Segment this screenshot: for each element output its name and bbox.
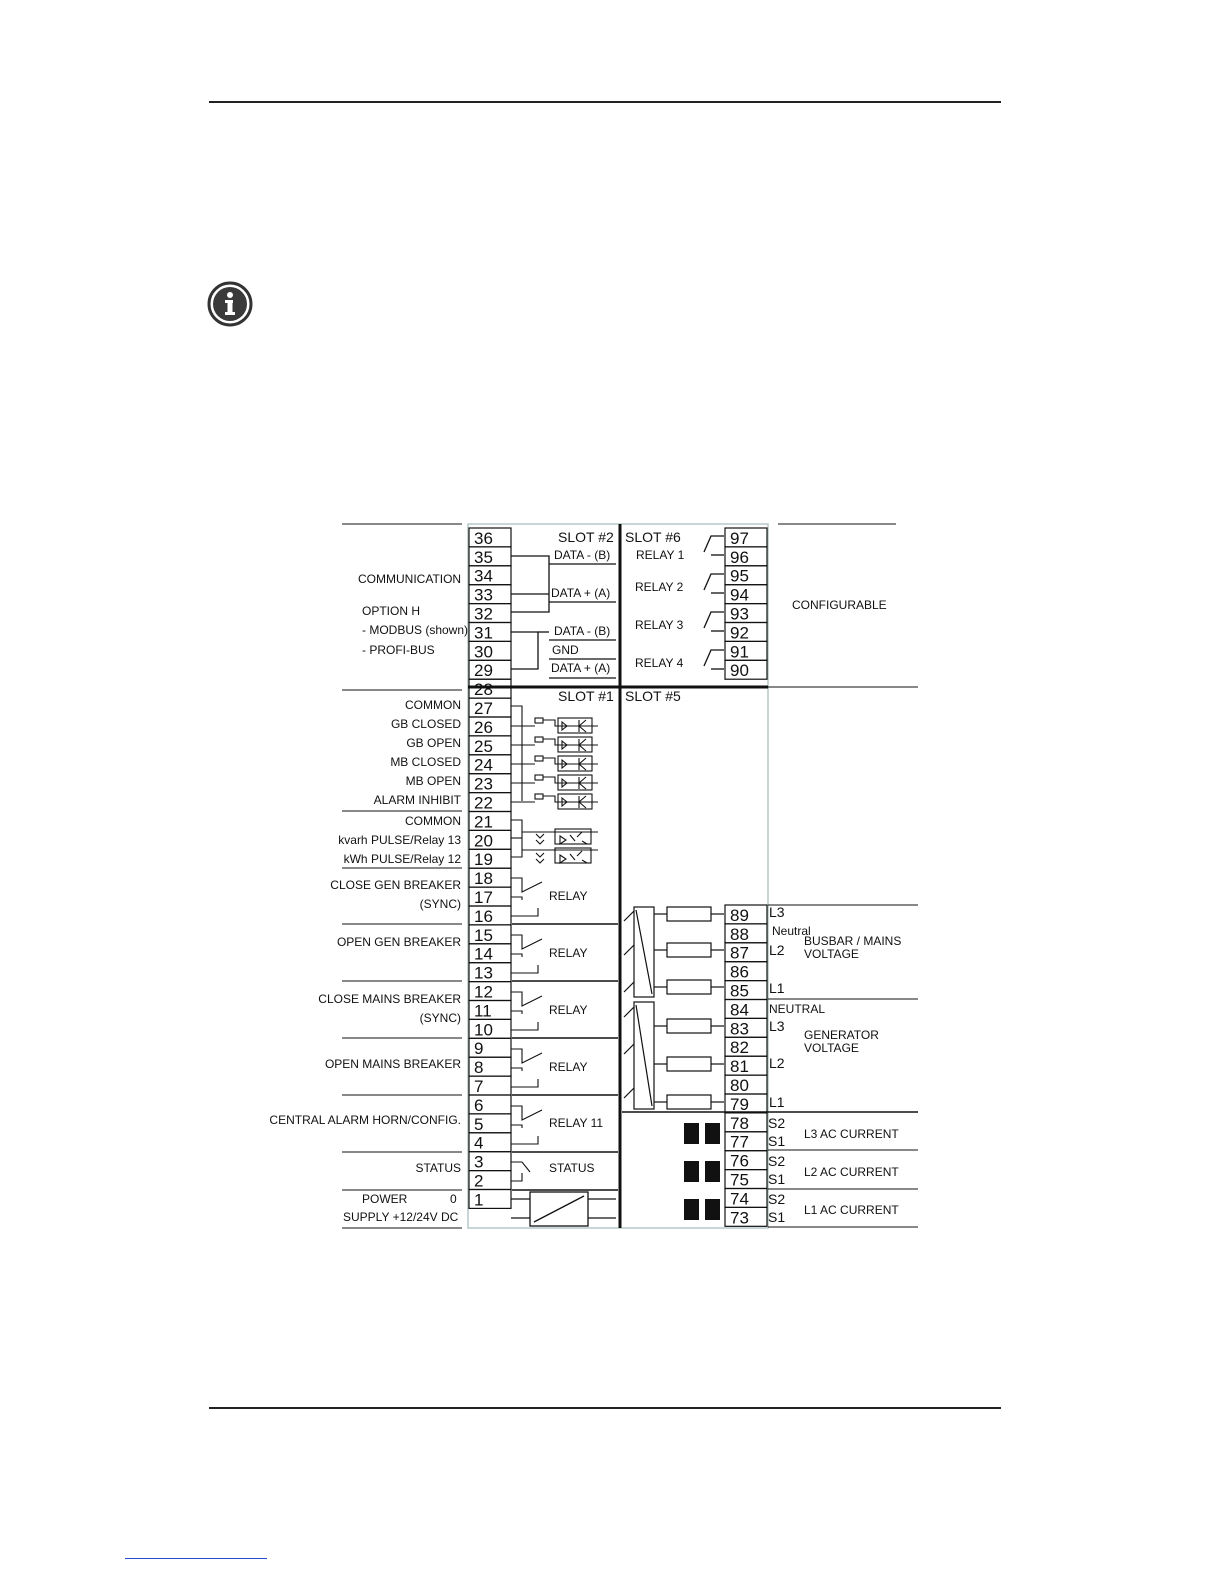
terminal-number: 19 (474, 850, 493, 870)
terminal (725, 924, 767, 944)
terminal-number: 33 (474, 585, 493, 605)
terminal-number: 75 (730, 1170, 749, 1190)
terminal-number: 13 (474, 963, 493, 983)
close-gen-breaker-label: CLOSE GEN BREAKER (330, 878, 461, 892)
terminal-number: 27 (474, 699, 493, 718)
terminal-number: 9 (474, 1039, 484, 1059)
ct-terminal-label: S1 (768, 1209, 786, 1225)
terminal-number: 23 (474, 774, 493, 794)
input-label: MB OPEN (405, 774, 461, 788)
terminal-number: 15 (474, 925, 493, 945)
terminal-number: 77 (730, 1132, 749, 1152)
footer-link-underline (125, 1558, 267, 1559)
terminal (725, 1018, 767, 1038)
comm-signal: GND (552, 643, 579, 657)
terminal-number: 20 (474, 831, 493, 851)
terminal (469, 1076, 511, 1096)
terminal-number: 80 (730, 1076, 749, 1095)
comm-wiring (511, 556, 616, 678)
input-label: GB CLOSED (390, 717, 461, 731)
terminal (469, 849, 511, 869)
terminal (469, 717, 511, 737)
terminal (469, 1019, 511, 1039)
comm-signal: DATA + (A) (551, 661, 611, 675)
comm-signal: DATA - (B) (554, 624, 611, 638)
terminal-number: 85 (730, 981, 749, 1001)
relay-label: RELAY 1 (636, 548, 685, 562)
profibus-label: - PROFI-BUS (362, 643, 435, 657)
terminal (469, 1057, 511, 1077)
terminal-number: 78 (730, 1113, 749, 1133)
terminal (469, 698, 511, 718)
terminal (469, 906, 511, 926)
phase-label: L3 (769, 1018, 785, 1034)
terminal (725, 641, 767, 661)
ct-terminal-label: S1 (768, 1133, 786, 1149)
terminal (725, 943, 767, 963)
terminal (469, 793, 511, 813)
terminal (725, 585, 767, 605)
terminal (469, 868, 511, 888)
terminal (725, 660, 767, 680)
open-gen-breaker-label: OPEN GEN BREAKER (336, 935, 461, 949)
terminal-number: 34 (474, 566, 493, 586)
terminal-strip-right-top (725, 528, 767, 680)
terminal (725, 1189, 767, 1209)
terminal-number: 22 (474, 793, 493, 813)
relay-label: RELAY 4 (635, 656, 684, 670)
pulse-label: kWh PULSE/Relay 12 (343, 852, 461, 866)
sync-label: (SYNC) (419, 897, 461, 911)
terminal-number: 8 (474, 1058, 484, 1078)
terminal-number: 96 (730, 547, 749, 567)
terminal-number: 73 (730, 1208, 749, 1228)
communication-title: COMMUNICATION (358, 572, 462, 586)
terminal (469, 679, 511, 699)
voltage-measurement (624, 907, 724, 1109)
terminal-number: 81 (730, 1057, 749, 1077)
comm-signal: DATA + (A) (551, 586, 611, 600)
relay-label: RELAY 3 (635, 618, 684, 632)
phase-label: L2 (769, 942, 785, 958)
terminal-number: 16 (474, 906, 493, 926)
terminal (469, 1114, 511, 1134)
terminal (725, 1151, 767, 1171)
terminal-number: 18 (474, 869, 493, 889)
relay-outputs (269, 878, 616, 1226)
terminal-number: 35 (474, 547, 493, 567)
terminal (469, 1133, 511, 1153)
input-label: MB CLOSED (390, 755, 461, 769)
terminal-number: 79 (730, 1094, 749, 1114)
terminal-strip-left (469, 528, 511, 1209)
terminal-number: 97 (730, 528, 749, 548)
terminal (469, 963, 511, 983)
terminal (725, 1094, 767, 1114)
terminal (469, 623, 511, 643)
terminal (469, 755, 511, 775)
configurable-label: CONFIGURABLE (792, 598, 887, 612)
terminal (469, 1095, 511, 1115)
generator-label: VOLTAGE (804, 1041, 859, 1055)
terminal (725, 1207, 767, 1227)
slot-5-label: SLOT #5 (625, 688, 681, 704)
input-label: ALARM INHIBIT (373, 793, 461, 807)
terminal-number: 5 (474, 1114, 484, 1134)
terminal (725, 1037, 767, 1057)
terminal-number: 3 (474, 1152, 484, 1172)
terminal-number: 25 (474, 736, 493, 756)
terminal (469, 585, 511, 605)
phase-label: Neutral (772, 924, 811, 938)
input-label: GB OPEN (406, 736, 461, 750)
busbar-label: VOLTAGE (804, 947, 859, 961)
terminal-number: 36 (474, 528, 493, 548)
terminal (469, 982, 511, 1002)
terminal (725, 1132, 767, 1152)
terminal-number: 74 (730, 1189, 749, 1209)
terminal-number: 92 (730, 623, 749, 643)
ct-terminal-label: S2 (768, 1191, 786, 1207)
terminal-number: 83 (730, 1019, 749, 1039)
terminal-number: 29 (474, 661, 493, 681)
close-mains-breaker-label: CLOSE MAINS BREAKER (318, 992, 461, 1006)
terminal (725, 547, 767, 567)
pulse-label: COMMON (405, 814, 461, 828)
pulse-label: kvarh PULSE/Relay 13 (338, 833, 461, 847)
alarm-horn-label: CENTRAL ALARM HORN/CONFIG. (269, 1113, 461, 1127)
terminal-number: 90 (730, 661, 749, 681)
terminal (725, 1056, 767, 1076)
terminal (725, 962, 767, 982)
slot-6-label: SLOT #6 (625, 529, 681, 545)
terminal (469, 812, 511, 832)
terminal (469, 604, 511, 624)
l3-current-label: L3 AC CURRENT (804, 1127, 899, 1141)
terminal-number: 94 (730, 585, 749, 605)
terminal-number: 11 (474, 1001, 492, 1021)
terminal (469, 1190, 511, 1210)
terminal-number: 14 (474, 944, 493, 964)
right-labels (804, 934, 901, 1217)
terminal (725, 1075, 767, 1095)
l1-current-label: L1 AC CURRENT (804, 1203, 899, 1217)
terminal-number: 82 (730, 1038, 749, 1058)
terminal-number: 31 (474, 623, 493, 643)
terminal-number: 76 (730, 1151, 749, 1171)
ct-terminal-label: S2 (768, 1153, 786, 1169)
modbus-label: - MODBUS (shown) (362, 623, 469, 637)
generator-label: GENERATOR (804, 1028, 879, 1042)
slot-1-label: SLOT #1 (558, 688, 614, 704)
relay-label: RELAY (549, 889, 588, 903)
relay-label: RELAY (549, 946, 588, 960)
terminal-number: 87 (730, 943, 749, 963)
power-converter (511, 1192, 616, 1226)
open-mains-breaker-label: OPEN MAINS BREAKER (324, 1057, 461, 1071)
terminal-number: 24 (474, 755, 493, 775)
terminal (469, 925, 511, 945)
terminal-number: 1 (474, 1190, 484, 1210)
terminal (725, 981, 767, 1001)
terminal-number: 28 (474, 680, 493, 700)
relay-11-label: RELAY 11 (549, 1116, 604, 1130)
footer-rule (209, 1407, 1001, 1409)
terminal (469, 547, 511, 567)
input-label: COMMON (405, 698, 461, 712)
terminal-number: 93 (730, 604, 749, 624)
terminal (469, 736, 511, 756)
terminal-number: 89 (730, 905, 749, 925)
power-label: POWER (362, 1192, 408, 1206)
relay-label: RELAY 2 (635, 580, 684, 594)
power-zero-label: 0 (450, 1192, 457, 1206)
phase-label: NEUTRAL (769, 1002, 826, 1016)
terminal-number: 91 (730, 642, 749, 662)
option-h-label: OPTION H (362, 604, 421, 618)
terminal-number: 21 (474, 812, 493, 832)
terminal (725, 623, 767, 643)
phase-label: L2 (769, 1055, 785, 1071)
terminal (469, 887, 511, 907)
terminal-number: 30 (474, 642, 493, 662)
terminal (469, 641, 511, 661)
terminal-number: 4 (474, 1133, 484, 1153)
status-input-label: STATUS (415, 1161, 461, 1175)
terminal-number: 32 (474, 604, 493, 624)
terminal (725, 528, 767, 548)
comm-signal: DATA - (B) (554, 548, 611, 562)
terminal-strip-right-bottom (725, 905, 767, 1227)
ct-terminal-label: S1 (768, 1171, 786, 1187)
terminal (469, 774, 511, 794)
terminal-number: 12 (474, 982, 493, 1002)
terminal (469, 830, 511, 850)
terminal-number: 84 (730, 1000, 749, 1020)
current-transformers (684, 1123, 720, 1220)
sync-label: (SYNC) (419, 1011, 461, 1025)
terminal (469, 566, 511, 586)
terminal-number: 88 (730, 924, 749, 944)
terminal-number: 26 (474, 717, 493, 737)
busbar-label: BUSBAR / MAINS (804, 934, 902, 948)
slot-2-label: SLOT #2 (558, 529, 614, 545)
terminal (469, 1001, 511, 1021)
ct-terminal-label: S2 (768, 1115, 786, 1131)
status-label: STATUS (549, 1161, 595, 1175)
terminal-number: 10 (474, 1020, 493, 1040)
terminal (469, 1038, 511, 1058)
phase-label: L1 (769, 980, 785, 996)
terminal (469, 660, 511, 680)
optocoupler-inputs (511, 706, 598, 809)
terminal (725, 566, 767, 586)
terminal (469, 1152, 511, 1172)
terminal (725, 1113, 767, 1133)
terminal (469, 528, 511, 548)
relay-label: RELAY (549, 1003, 588, 1017)
power-supply-label: SUPPLY +12/24V DC (343, 1210, 459, 1224)
terminal (725, 905, 767, 925)
status-contact (511, 1162, 530, 1181)
terminal-number: 86 (730, 962, 749, 982)
terminal (725, 604, 767, 624)
terminal (469, 944, 511, 964)
phase-label: L3 (769, 904, 785, 920)
terminal-number: 6 (474, 1095, 484, 1115)
terminal-number: 2 (474, 1171, 484, 1191)
relay-contacts (511, 878, 542, 1144)
terminal-number: 7 (474, 1077, 484, 1096)
relay-label: RELAY (549, 1060, 588, 1074)
terminal (725, 1170, 767, 1190)
terminal-number: 95 (730, 566, 749, 586)
terminal-number: 17 (474, 888, 493, 907)
terminal (725, 1000, 767, 1020)
l2-current-label: L2 AC CURRENT (804, 1165, 899, 1179)
phase-label: L1 (769, 1094, 785, 1110)
terminal (469, 1171, 511, 1191)
